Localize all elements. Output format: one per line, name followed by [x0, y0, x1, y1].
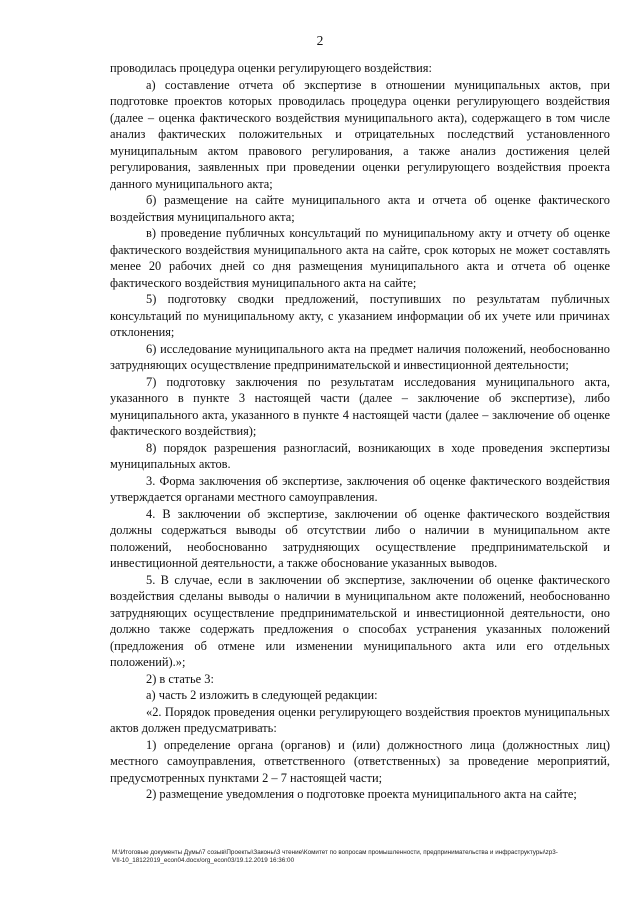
- paragraph-quote-item-1: 1) определение органа (органов) и (или) должностного лица (должностных лиц) местного самоуправления, ответственного (ответственных) за проведение мероприятий, предусмотренных пунктами 2 – 7 настоящей части;: [110, 737, 610, 785]
- paragraph-item-7: 7) подготовку заключения по результатам исследования муниципального акта, указанного в пункте 3 настоящей части (далее – заключение об экспертизе), либо муниципального акта, указанного в пункте 4 настоящей части (далее – заключение об оценке фактического воздействия);: [110, 374, 610, 438]
- paragraph-item-a: а) составление отчета об экспертизе в отношении муниципальных актов, при подготовке проектов которых проводилась процедура оценки регулирующего воздействия (далее – оценка фактического воздействия муниципального акта), содержащего в том числе анализ фактических положительных и отрицательных последствий установленного муниципальным актом правового регулирования, а также анализ достижения целей регулирования, заявленных при проведении оценки регулирующего воздействия проекта данного муниципального акта;: [110, 77, 610, 191]
- paragraph-part-2-edit: а) часть 2 изложить в следующей редакции:: [146, 688, 378, 702]
- footer-line-1: М:\Итоговые документы Думы\7 созыв\Проекты\Законы\3 чтение\Комитет по вопросам промышленности, предпринимательства и инфраструктуры\zp3-: [112, 849, 558, 856]
- paragraph-part-4: 4. В заключении об экспертизе, заключении об оценке фактического воздействия должны содержаться выводы об отсутствии либо о наличии в муниципальном акте положений, необоснованно затрудняющих осуществление предпринимательской и инвестиционной деятельности, а также обоснование указанных выводов.: [110, 506, 610, 570]
- paragraph-item-8: 8) порядок разрешения разногласий, возникающих в ходе проведения экспертизы муниципальных актов.: [110, 440, 610, 471]
- paragraph-part-3: 3. Форма заключения об экспертизе, заключения об оценке фактического воздействия утверждается органами местного самоуправления.: [110, 473, 610, 504]
- paragraph-intro: проводилась процедура оценки регулирующего воздействия:: [110, 61, 432, 75]
- paragraph-article-3: 2) в статье 3:: [146, 671, 214, 686]
- document-body: [110, 60, 610, 803]
- file-path-footer: [112, 849, 617, 865]
- paragraph-item-5: 5) подготовку сводки предложений, поступивших по результатам публичных консультаций по муниципальному акту, с указанием информации об их учете или причинах отклонения;: [110, 292, 610, 339]
- paragraph-item-v: в) проведение публичных консультаций по муниципальному акту и отчету об оценке фактического воздействия муниципального акта на сайте, срок которых не может составлять менее 20 рабочих дней со дня размещения муниципального акта и отчета об оценке фактического воздействия муниципального акта на сайте;: [110, 226, 610, 290]
- paragraph-quote-2: «2. Порядок проведения оценки регулирующего воздействия проектов муниципальных актов должен предусматривать:: [110, 704, 610, 735]
- page-number: 2: [316, 33, 324, 48]
- paragraph-quote-item-2: 2) размещение уведомления о подготовке проекта муниципального акта на сайте;: [146, 787, 577, 801]
- paragraph-item-6: 6) исследование муниципального акта на предмет наличия положений, необоснованно затрудняющих осуществление предпринимательской и инвестиционной деятельности;: [110, 341, 610, 372]
- paragraph-item-b: б) размещение на сайте муниципального акта и отчета об оценке фактического воздействия муниципального акта;: [110, 193, 610, 224]
- paragraph-part-5: 5. В случае, если в заключении об экспертизе, заключении об оценке фактического воздействия сделаны выводы о наличии в муниципальном акте положений, необоснованно затрудняющих осуществление предпринимательской и инвестиционной деятельности, оно должно также содержать предложения о способах устранения указанных положений (предложения об отмене или изменении муниципального акта или его отдельных положений).»;: [110, 572, 610, 669]
- footer-line-2: VII-10_18122019_econ04.docx/org_econ03/19.12.2019 16:36:00: [112, 857, 295, 864]
